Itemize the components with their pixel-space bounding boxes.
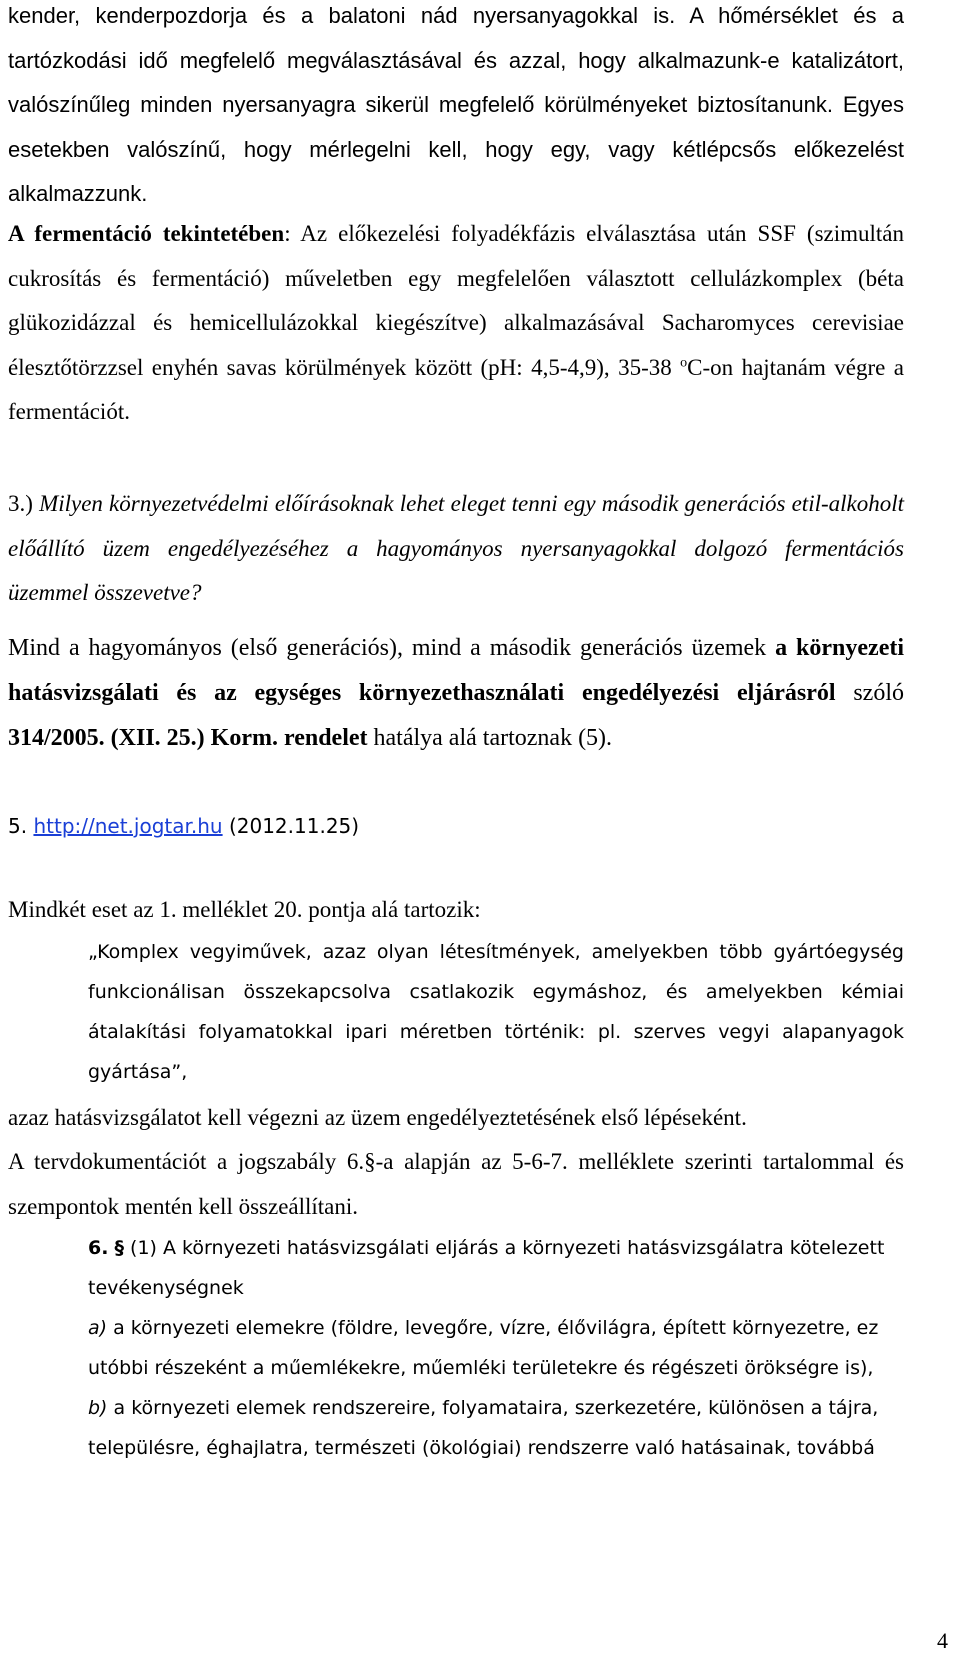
reference-line <box>8 806 904 846</box>
fermentation-text: : Az előkezelési folyadékfázis elválasztása után SSF (szimultán cukrosítás és fermentáció) műveletben egy megfelelően választott cellulázkomplex (béta glükozidázzal és hemicellulázokkal kiegészítve) alkalmazásával Sacharomyces cerevisiae élesztőtörzzsel enyhén savas körülmények között (pH: 4,5-4,9), 35-38 <box>8 221 904 380</box>
law-b-label: b) <box>88 1397 108 1419</box>
degree-sup: o <box>680 354 688 370</box>
question-paragraph <box>8 482 904 616</box>
law-intro-text: (1) A környezeti hatásvizsgálati eljárás a környezeti hatásvizsgálatra kötelezett tevékenységnek <box>88 1237 885 1299</box>
fermentation-heading: A fermentáció tekintetében <box>8 221 285 246</box>
law-b-text: a környezeti elemek rendszereire, folyamataira, szerkezetére, különösen a tájra, településre, éghajlatra, természeti (ökológiai) rendszerre való hatásainak, továbbá <box>88 1397 879 1459</box>
law-excerpt <box>88 1228 904 1468</box>
law-point-b <box>88 1388 904 1468</box>
page-number: 4 <box>937 1628 948 1653</box>
answer-text-3: hatálya alá tartoznak (5). <box>367 725 613 751</box>
answer-bold-regulation: 314/2005. (XII. 25.) Korm. rendelet <box>8 725 368 751</box>
reference-date: (2012.11.25) <box>228 814 360 838</box>
intro-paragraph: kender, kenderpozdorja és a balatoni nád nyersanyagokkal is. A hőmérséklet és a tartózkodási idő megfelelő megválasztásával és azzal, hogy alkalmazunk-e katalizátort, valószínűleg minden nyersanyagra sikerül megfelelő körülményeket biztosítanunk. Egyes esetekben valószínű, hogy mérlegelni kell, hogy egy, vagy kétlépcsős előkezelést alkalmazzunk. <box>8 3 904 206</box>
law-intro <box>88 1228 904 1308</box>
answer-text: Mind a hagyományos (első generációs), mind a második generációs üzemek <box>8 635 776 661</box>
answer-paragraph <box>8 626 904 761</box>
law-a-label: a) <box>88 1317 108 1339</box>
plan-paragraph: A tervdokumentációt a jogszabály 6.§-a alapján az 5-6-7. melléklete szerinti tartalommal és szempontok mentén kell összeállítani. <box>8 1149 904 1219</box>
quote-paragraph: „Komplex vegyiművek, azaz olyan létesítmények, amelyekben több gyártóegység funkcionálisan összekapcsolva csatlakozik egymáshoz, és amelyekben kémiai átalakítási folyamatokkal ipari méretben történik: pl. szerves vegyi alapanyagok gyártása”, <box>88 941 904 1083</box>
after-quote-line: azaz hatásvizsgálatot kell végezni az üzem engedélyeztetésének első lépéseként. <box>8 1105 747 1130</box>
fermentation-text-end: C-on hajtanám végre a fermentációt. <box>8 354 904 424</box>
paragraph-sign: § <box>114 1237 124 1259</box>
law-section: 6. <box>88 1237 109 1259</box>
both-cases-line: Mindkét eset az 1. melléklet 20. pontja alá tartozik: <box>8 897 481 922</box>
law-point-a <box>88 1308 904 1388</box>
law-a-text: a környezeti elemekre (földre, levegőre, vízre, élővilágra, épített környezetre, ez utóbbi részeként a műemlékekre, műemléki területekre és régészeti örökségre is), <box>88 1317 879 1379</box>
reference-number: 5. <box>8 814 28 838</box>
reference-link[interactable]: http://net.jogtar.hu <box>33 814 223 838</box>
fermentation-paragraph <box>8 212 904 435</box>
question-text: Milyen környezetvédelmi előírásoknak lehet eleget tenni egy második generációs etil-alkoholt előállító üzem engedélyezéséhez a hagyományos nyersanyagokkal dolgozó fermentációs üzemmel összevetve? <box>8 491 905 605</box>
answer-bold-procedure: a környezeti hatásvizsgálati és az egységes környezethasználati engedélyezési eljárásról <box>8 635 905 706</box>
answer-text-2: szóló <box>835 680 904 706</box>
question-number: 3.) <box>8 491 33 516</box>
